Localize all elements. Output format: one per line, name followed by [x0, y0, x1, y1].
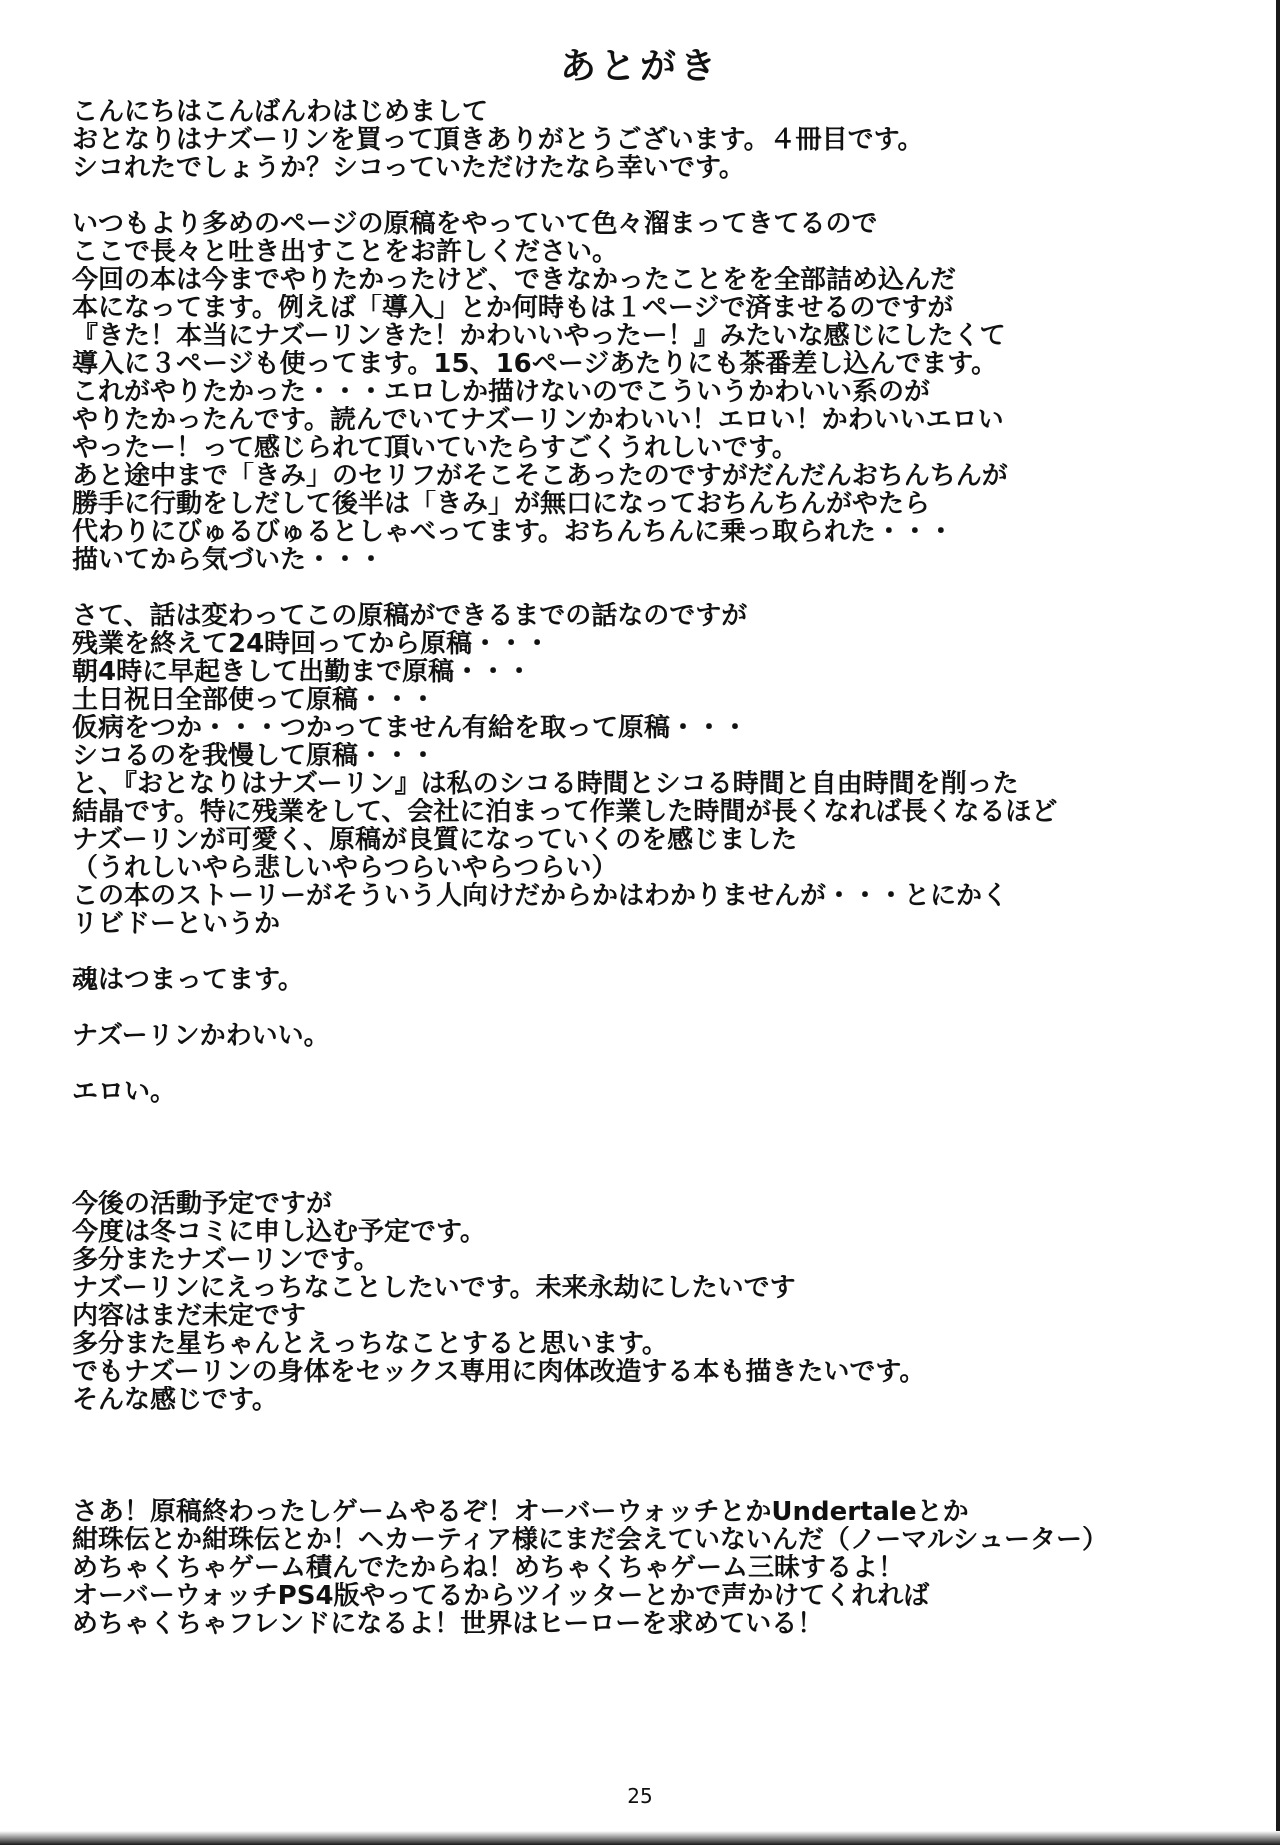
text-line: 仮病をつか・・・つかってません有給を取って原稿・・・: [72, 714, 749, 742]
paragraph-spacer: [72, 994, 1252, 1022]
text-line: リビドーというか: [72, 910, 281, 938]
text-line: ここで長々と吐き出すことをお許しください。: [72, 238, 619, 266]
text-line: エロい。: [72, 1078, 177, 1106]
text-line: ナズーリンにえっちなことしたいです。未来永劫にしたいです: [72, 1274, 796, 1302]
text-line: さて、話は変わってこの原稿ができるまでの話なのですが: [72, 602, 748, 630]
text-line: 土日祝日全部使って原稿・・・: [72, 686, 437, 714]
paragraph-games: [72, 1498, 1252, 1638]
text-line: 導入に３ページも使ってます。15、16ページあたりにも茶番差し込んでます。: [72, 350, 998, 378]
page-edge: [1276, 0, 1280, 1845]
paragraph-spacer: [72, 182, 1252, 210]
text-line: さあ！原稿終わったしゲームやるぞ！オーバーウォッチとかUndertaleとか: [72, 1498, 969, 1526]
text-line: シコるのを我慢して原稿・・・: [72, 742, 437, 770]
paragraph-greeting: [72, 98, 1252, 182]
text-line: 結晶です。特に残業をして、会社に泊まって作業した時間が長くなれば長くなるほど: [72, 798, 1058, 826]
text-line: 多分また星ちゃんとえっちなことすると思います。: [72, 1330, 668, 1358]
afterword-body: [72, 98, 1252, 1638]
text-line: いつもより多めのページの原稿をやっていて色々溜まってきてるので: [72, 210, 878, 238]
paragraph-spacer: [72, 574, 1252, 602]
paragraph-future-plans: [72, 1190, 1252, 1414]
text-line: ナズーリンが可愛く、原稿が良質になっていくのを感じました: [72, 826, 798, 854]
text-line: ナズーリンかわいい。: [72, 1022, 330, 1050]
text-line: やったー！って感じられて頂いていたらすごくうれしいです。: [72, 434, 798, 462]
page-number: 25: [627, 1784, 653, 1808]
text-line: 『きた！本当にナズーリンきた！かわいいやったー！』みたいな感じにしたくて: [72, 322, 1006, 350]
text-line: 今後の活動予定ですが: [72, 1190, 333, 1218]
text-line: 描いてから気づいた・・・: [72, 546, 385, 574]
text-line: 魂はつまってます。: [72, 966, 304, 994]
paragraph-making-of: [72, 602, 1252, 938]
text-line: 紺珠伝とか紺珠伝とか！ヘカーティア様にまだ会えていないんだ（ノーマルシューター）: [72, 1526, 1108, 1554]
text-line: と、『おとなりはナズーリン』は私のシコる時間とシコる時間と自由時間を削った: [72, 770, 1019, 798]
text-line: 今回の本は今までやりたかったけど、できなかったことをを全部詰め込んだ: [72, 266, 957, 294]
text-line: 本になってます。例えば「導入」とか何時もは１ページで済ませるのですが: [72, 294, 954, 322]
text-line: 多分またナズーリンです。: [72, 1246, 380, 1274]
paragraph-about-book: [72, 210, 1252, 574]
paragraph-spacer: [72, 1106, 1252, 1190]
text-line: （うれしいやら悲しいやらつらいやらつらい）: [72, 854, 618, 882]
text-line: オーバーウォッチPS4版やってるからツイッターとかで声かけてくれれば: [72, 1582, 930, 1610]
text-line: 残業を終えて24時回ってから原稿・・・: [72, 630, 551, 658]
paragraph-spacer: [72, 1050, 1252, 1078]
text-line: あと途中まで「きみ」のセリフがそこそこあったのですがだんだんおちんちんが: [72, 462, 1008, 490]
text-line: めちゃくちゃフレンドになるよ！世界はヒーローを求めている！: [72, 1610, 824, 1638]
text-line: 今度は冬コミに申し込む予定です。: [72, 1218, 486, 1246]
text-line: でもナズーリンの身体をセックス専用に肉体改造する本も描きたいです。: [72, 1358, 926, 1386]
paragraph-spacer: [72, 1414, 1252, 1498]
text-line: おとなりはナズーリンを買って頂きありがとうございます。４冊目です。: [72, 126, 924, 154]
page-title: あとがき: [559, 45, 720, 87]
text-line: こんにちはこんばんわはじめまして: [72, 98, 489, 126]
text-line: 朝4時に早起きして出勤まで原稿・・・: [72, 658, 533, 686]
text-line: 代わりにびゅるびゅるとしゃべってます。おちんちんに乗っ取られた・・・: [72, 518, 954, 546]
text-line: めちゃくちゃゲーム積んでたからね！めちゃくちゃゲーム三昧するよ！: [72, 1554, 905, 1582]
text-line: 内容はまだ未定です: [72, 1302, 307, 1330]
text-line: そんな感じです。: [72, 1386, 278, 1414]
page-bottom-edge: [0, 1831, 1280, 1845]
text-line: やりたかったんです。読んでいてナズーリンかわいい！エロい！かわいいエロい: [72, 406, 1004, 434]
text-line: シコれたでしょうか？シコっていただけたなら幸いです。: [72, 154, 745, 182]
text-line: この本のストーリーがそういう人向けだからかはわかりませんが・・・とにかく: [72, 882, 1009, 910]
text-line: 勝手に行動をしだして後半は「きみ」が無口になっておちんちんがやたら: [72, 490, 931, 518]
text-line: これがやりたかった・・・エロしか描けないのでこういうかわいい系のが: [72, 378, 931, 406]
paragraph-spacer: [72, 938, 1252, 966]
